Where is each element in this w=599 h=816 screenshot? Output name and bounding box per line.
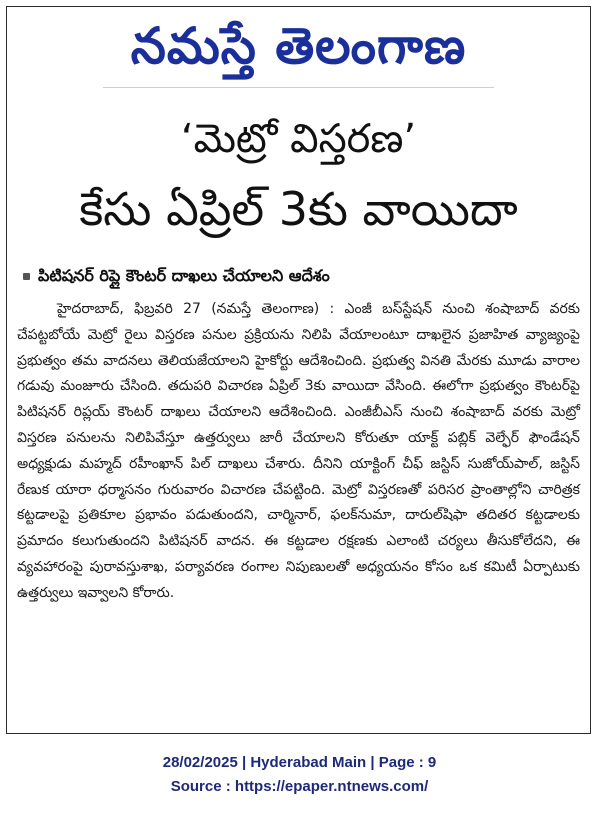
edition-info: 28/02/2025 | Hyderabad Main | Page : 9 xyxy=(162,754,437,771)
bullet-icon xyxy=(23,273,30,280)
masthead-title: నమస్తే తెలంగాణ xyxy=(130,17,467,75)
headline-line-2: కేసు ఏప్రిల్ 3కు వాయిదా xyxy=(79,182,518,236)
headline-line-1: ‘మెట్రో విస్తరణ’ xyxy=(180,116,417,162)
clipping-frame xyxy=(6,6,591,734)
masthead-divider xyxy=(103,87,494,88)
article-body xyxy=(17,297,580,607)
subheadline xyxy=(23,264,578,288)
subheadline-text: పిటిషనర్ రిప్లై కౌంటర్ దాఖలు చేయాలని ఆదేశం xyxy=(38,266,330,285)
article-paragraph: హైదరాబాద్, ఫిబ్రవరి 27 (నమస్తే తెలంగాణ) : ఎంజీ బస్‌స్టేషన్ నుంచి శంషాబాద్ వరకు చేపట్టబోయే మెట్రో రైలు విస్తరణ పనుల ప్రక్రియను నిలిపి వేయాలంటూ దాఖలైన ప్రజాహిత వ్యాజ్యంపై ప్రభుత్వం తమ వాదనలు తెలియజేయాలని హైకోర్టు ఆదేశించింది. ప్రభుత్వ వినతి మేరకు మూడు వారాల గడువు మంజూరు చేసింది. తదుపరి విచారణ ఏప్రిల్ 3కు వాయిదా వేసింది. ఈలోగా ప్రభుత్వం కౌంటర్‌పై పిటిషనర్ రిప్లయ్ కౌంటర్ దాఖలు చేయాలని ఆదేశించింది. ఎంజీబీఎస్ నుంచి శంషాబాద్ వరకు మెట్రో విస్తరణ పనులను నిలిపివేస్తూ ఉత్తర్వులు జారీ చేయాలని కోరుతూ యాక్ట్ పబ్లిక్ వెల్ఫేర్ ఫౌండేషన్ అధ్యక్షుడు మహ్మద్ రహీంఖాన్ పిల్ దాఖలు చేశారు. దీనిని యాక్టింగ్ చీఫ్ జస్టిస్ సుజోయ్‌పాల్, జస్టిస్ రేణుక యారా ధర్మాసనం గురువారం విచారణ చేపట్టింది. మెట్రో విస్తరణతో పరిసర ప్రాంతాల్లోని చారిత్రక కట్టడాలపై ప్రతికూల ప్రభావం పడుతుందని, చార్మినార్, ఫలక్‌నుమా, దారుల్‌షిఫా తదితర కట్టడాలకు ప్రమాదం కలుగుతుందని పిటిషనర్ వాదన. ఈ కట్టడాల రక్షణకు ఎలాంటి చర్యలు తీసుకోలేదని, ఈ వ్యవహారంపై పురావస్తుశాఖ, పర్యావరణ రంగాల నిపుణులతో అధ్యయనం కోసం ఒక కమిటీ ఏర్పాటుకు ఉత్తర్వులు ఇవ్వాలని కోరారు. xyxy=(17,301,580,601)
newspaper-masthead xyxy=(7,11,590,81)
source-link[interactable]: Source : https://epaper.ntnews.com/ xyxy=(170,778,429,795)
